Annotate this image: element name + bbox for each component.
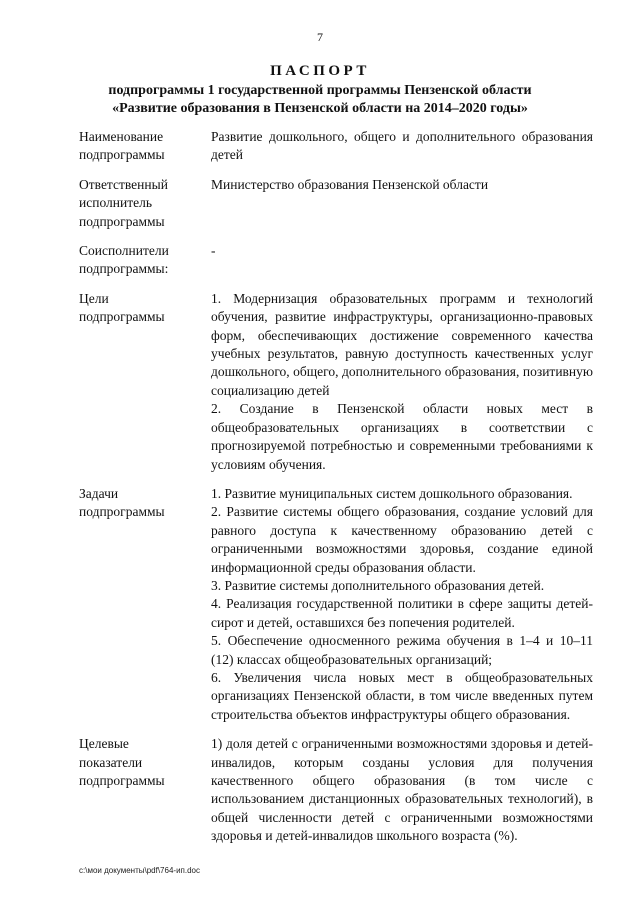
document-title (0, 62, 640, 118)
row-responsible (79, 176, 593, 231)
goal-item: 2. Создание в Пензенской области новых мест в общеобразовательных организациях в соответствии с прогнозируемой потребностью и современными требованиями к условиям обучения. (211, 401, 593, 472)
passport-table (79, 128, 593, 857)
task-item: 4. Реализация государственной политики в сфере защиты детей-сирот и детей, оставшихся без попечения родителей. (211, 596, 593, 630)
task-item: 1. Развитие муниципальных систем дошкольного образования. (211, 485, 573, 501)
task-item: 3. Развитие системы дополнительного образования детей. (211, 577, 545, 593)
row-indicators (79, 735, 593, 845)
row-tasks-value (211, 485, 593, 724)
row-tasks (79, 485, 593, 724)
row-goals (79, 290, 593, 474)
task-item: 2. Развитие системы общего образования, создание условий для равного доступа к качественному образованию детей с ограниченными возможностями здоровья, создание единой информационной среды образования области. (211, 504, 593, 575)
row-name-value: Развитие дошкольного, общего и дополнительного образования детей (211, 129, 593, 163)
row-name-label: Наименование подпрограммы (79, 129, 165, 163)
row-indicators-label: Целевые показатели подпрограммы (79, 736, 165, 788)
row-coexecutors (79, 242, 593, 279)
title-line-1: подпрограммы 1 государственной программы Пензенской области (108, 83, 532, 98)
row-responsible-label: Ответственный исполнитель подпрограммы (79, 176, 168, 229)
indicator-item: 1) доля детей с ограниченными возможностями здоровья и детей-инвалидов, которым созданы условия для получения качественного общего образования (в том числе с использованием дистанционных образовательных технологий), в общей численности детей с ограниченными возможностями здоровья и детей-инвалидов школьного возраста (%). (211, 736, 593, 844)
row-coexecutors-value: - (211, 243, 216, 259)
title-line-2: «Развитие образования в Пензенской области на 2014–2020 годы» (112, 101, 528, 116)
file-path-footer: c:\мои документы\pdf\764-ип.doc (79, 866, 200, 875)
row-responsible-value: Министерство образования Пензенской области (211, 176, 489, 192)
task-item: 5. Обеспечение односменного режима обучения в 1–4 и 10–11 (12) классах общеобразовательных организаций; (211, 633, 593, 667)
row-coexecutors-label: Соисполнители подпрограммы: (79, 243, 169, 277)
row-tasks-label: Задачи подпрограммы (79, 485, 165, 520)
row-name (79, 128, 593, 165)
row-goals-label: Цели подпрограммы (79, 290, 165, 325)
goal-item: 1. Модернизация образовательных программ и технологий обучения, развитие инфраструктуры, организационно-правовых форм, обеспечивающих достижение современного качества учебных результатов, равную доступность качественных услуг дошкольного, общего, дополнительного образования, позитивную социализацию детей (211, 290, 593, 398)
task-item: 6. Увеличения числа новых мест в общеобразовательных организациях Пензенской области, в том числе введенных путем строительства объектов инфраструктуры общего образования. (211, 669, 593, 722)
title-passport: ПАСПОРТ (270, 63, 370, 79)
row-indicators-value (211, 735, 593, 845)
page-number: 7 (317, 30, 323, 44)
row-goals-value (211, 290, 593, 474)
